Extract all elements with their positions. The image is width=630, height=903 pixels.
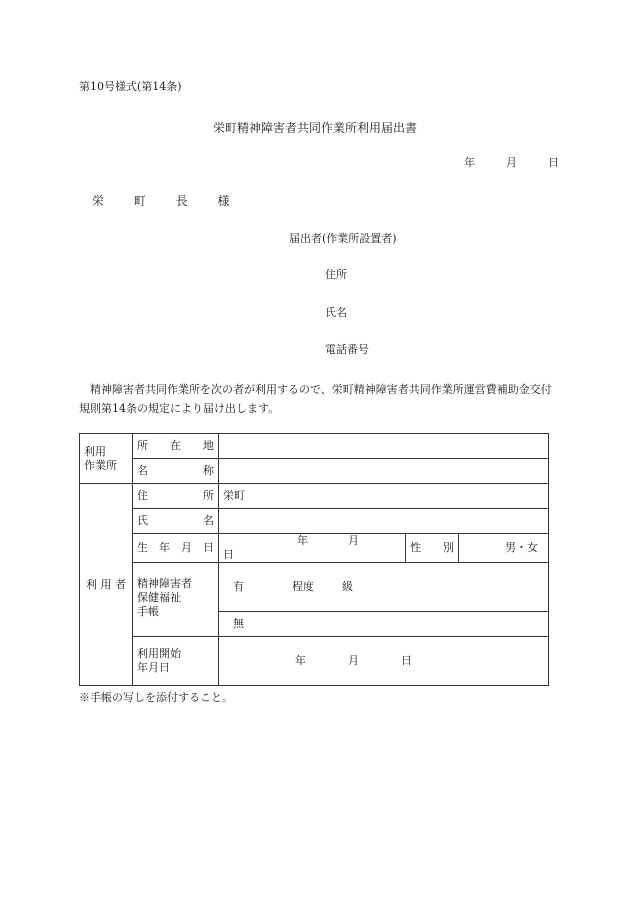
start-date-field[interactable]: 年 月 日 (219, 637, 549, 686)
footnote: ※手帳の写しを添付すること。 (79, 691, 233, 704)
date-day: 日 (548, 156, 559, 169)
facility-name-field[interactable] (219, 459, 549, 484)
form-number: 第10号様式(第14条) (79, 80, 182, 93)
applicant-phone-label: 電話番号 (325, 343, 369, 356)
facility-group-label: 利用 作業所 (80, 434, 133, 484)
facility-location-label: 所 在 地 (133, 434, 219, 459)
user-address-label: 住 所 (133, 484, 219, 509)
notebook-label: 精神障害者 保健福祉 手帳 (133, 563, 219, 637)
user-name-label: 氏 名 (133, 509, 219, 534)
addressee: 栄 町 長 様 (92, 194, 243, 208)
user-birthdate-label: 生 年 月 日 (133, 534, 219, 563)
user-sex-label: 性 別 (406, 534, 459, 563)
date-month: 月 (506, 156, 517, 169)
form-table (79, 433, 549, 686)
start-date-label: 利用開始 年月日 (133, 637, 219, 686)
notebook-yes-field[interactable]: 有 程度 級 (219, 563, 549, 612)
user-address-field[interactable]: 栄町 (219, 484, 549, 509)
applicant-label: 届出者(作業所設置者) (289, 232, 397, 245)
date-year: 年 (464, 156, 475, 169)
submission-date (464, 157, 559, 168)
facility-location-field[interactable] (219, 434, 549, 459)
user-sex-field[interactable]: 男・女 (459, 534, 549, 563)
applicant-name-label: 氏名 (325, 306, 347, 319)
user-name-field[interactable] (219, 509, 549, 534)
user-birthdate-field[interactable]: 年 月日 (219, 534, 406, 563)
facility-name-label: 名 称 (133, 459, 219, 484)
applicant-address-label: 住所 (325, 268, 347, 281)
document-title: 栄町精神障害者共同作業所利用届出書 (212, 121, 417, 135)
body-text: 精神障害者共同作業所を次の者が利用するので、栄町精神障害者共同作業所運営費補助金交付規則第14条の規定により届け出します。 (79, 383, 552, 415)
notebook-no-field[interactable]: 無 (219, 612, 549, 637)
user-group-label: 利 用 者 (80, 484, 133, 686)
